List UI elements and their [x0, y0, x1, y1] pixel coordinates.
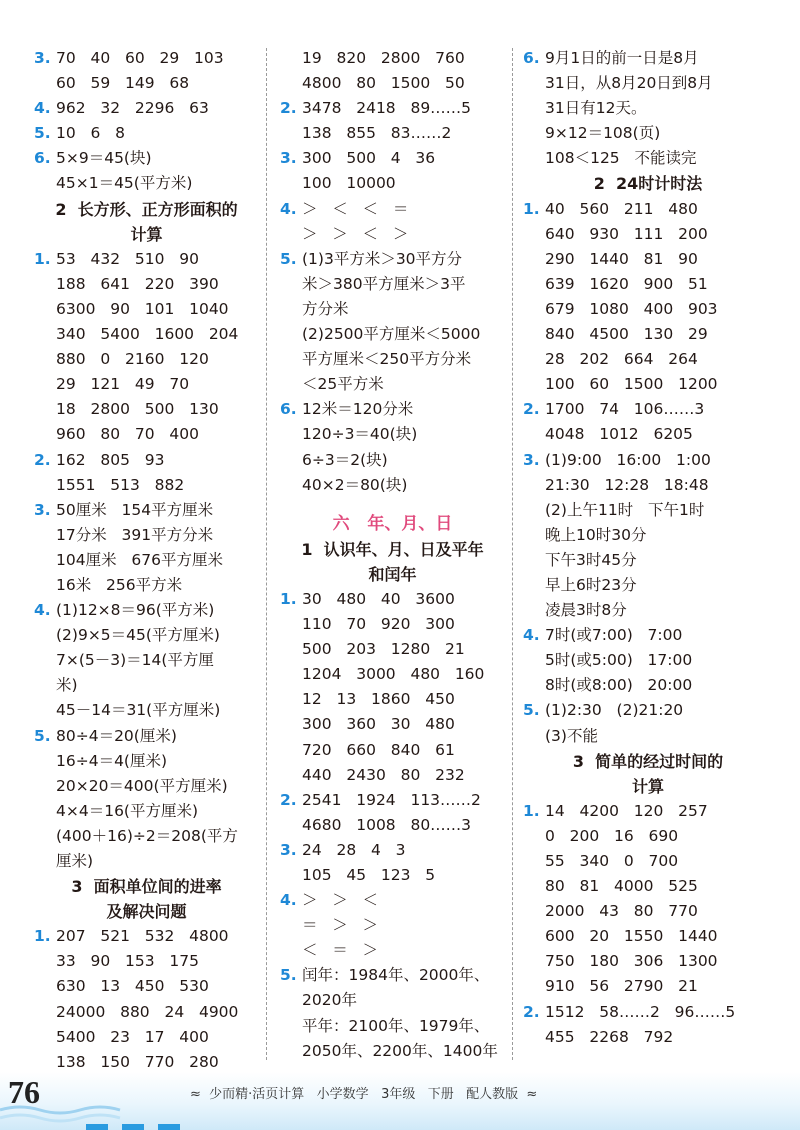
answer-line: [34, 774, 259, 799]
section-heading: [280, 537, 505, 562]
answer-text: 14 4200 120 257: [545, 801, 708, 820]
answer-text: 16÷4＝4(厘米): [56, 751, 168, 770]
answer-text: 120÷3＝40(块): [302, 425, 418, 444]
question-number: 5.: [523, 701, 540, 720]
answer-text: 5400 23 17 400: [56, 1027, 209, 1046]
question-number: 4.: [523, 626, 540, 645]
answer-text: 5时(或5:00) 17:00: [545, 651, 693, 670]
question-number: 6.: [34, 149, 51, 168]
answer-line: [523, 372, 773, 397]
answer-line: [523, 146, 773, 171]
answer-text: 2000 43 80 770: [545, 902, 698, 921]
answer-line: [34, 673, 259, 698]
answer-text: 105 45 123 5: [302, 866, 436, 884]
answer-text: 640 930 111 200: [545, 224, 708, 243]
answer-text: 19 820 2800 760: [302, 49, 465, 67]
answer-line: [523, 498, 773, 523]
answer-line: [280, 687, 505, 712]
question-number: 5.: [34, 726, 51, 745]
answer-text: 凌晨3时8分: [545, 601, 627, 620]
answer-line: [523, 46, 773, 71]
answer-line: [523, 197, 773, 222]
answer-line: [34, 648, 259, 673]
answer-text: 平年：2100年、1979年、: [302, 1016, 490, 1035]
answer-line: [523, 473, 773, 498]
answer-line: [280, 1039, 505, 1064]
wave-decoration: [0, 1102, 800, 1130]
answer-text: 晚上10时30分: [545, 525, 647, 544]
answer-line: [34, 247, 259, 272]
answer-text: 16米 256平方米: [56, 575, 183, 594]
section-heading-text: 3 简单的经过时间的: [572, 751, 724, 771]
answer-text: ＞ ＞ ＜ ＞: [302, 224, 409, 243]
answer-text: 679 1080 400 903: [545, 299, 718, 318]
question-number: 1.: [523, 199, 540, 218]
answer-text: 138 855 83……2: [302, 124, 452, 143]
answer-line: [34, 799, 259, 824]
answer-text: 28 202 664 264: [545, 350, 698, 369]
answer-line: [523, 824, 773, 849]
question-number: 4.: [280, 891, 297, 910]
answer-text: 300 500 4 36: [302, 149, 436, 168]
answer-line: [523, 724, 773, 749]
answer-text: (2)上午11时 下午1时: [545, 500, 705, 519]
answer-text: 340 5400 1600 204: [56, 325, 239, 344]
answer-line: [523, 422, 773, 447]
answer-text: 9×12＝108(页): [545, 124, 661, 143]
answer-text: 960 80 70 400: [56, 425, 199, 444]
answer-text: 3478 2418 89……5: [302, 99, 472, 118]
answer-text: 1204 3000 480 160: [302, 665, 485, 684]
answer-text: 962 32 2296 63: [56, 99, 209, 118]
answer-text: 12 13 1860 450: [302, 690, 455, 709]
answer-line: [34, 46, 259, 71]
answer-line: [280, 988, 505, 1013]
answer-text: 7时(或7:00) 7:00: [545, 626, 683, 645]
answer-line: [280, 372, 505, 397]
answer-text: 40 560 211 480: [545, 199, 698, 218]
answer-text: (1)12×8＝96(平方米): [56, 601, 215, 620]
answer-line: [34, 322, 259, 347]
answer-text: 45－14＝31(平方厘米): [56, 701, 221, 720]
answer-text: 100 60 1500 1200: [545, 375, 718, 394]
answer-text: ＞ ＜ ＜ ＝: [302, 199, 409, 218]
question-number: 2.: [523, 1002, 540, 1021]
answer-line: [34, 171, 259, 196]
answer-line: [523, 648, 773, 673]
answer-line: [34, 297, 259, 322]
answer-line: [280, 963, 505, 988]
answer-line: [34, 372, 259, 397]
answer-line: [280, 121, 505, 146]
answer-line: [34, 749, 259, 774]
answer-text: 2020年: [302, 991, 357, 1010]
section-heading: [523, 171, 773, 196]
answer-text: 40×2＝80(块): [302, 475, 408, 494]
answer-text: 24000 880 24 4900: [56, 1002, 239, 1021]
answer-text: 米): [56, 676, 78, 695]
section-heading-text: 及解决问题: [106, 902, 187, 922]
answer-line: [280, 738, 505, 763]
answer-line: [523, 899, 773, 924]
question-number: 1.: [280, 589, 297, 608]
answer-line: [523, 849, 773, 874]
section-heading: [34, 222, 259, 247]
question-number: 4.: [34, 601, 51, 620]
answer-text: 33 90 153 175: [56, 952, 199, 971]
answer-text: 10 6 8: [56, 124, 126, 143]
section-heading-text: 计算: [631, 776, 664, 796]
chapter-title-text: 六 年、月、日: [332, 513, 453, 534]
answer-line: [523, 448, 773, 473]
answer-line: [523, 874, 773, 899]
question-number: 5.: [280, 249, 297, 268]
answer-line: [523, 322, 773, 347]
answer-text: 70 40 60 29 103: [56, 49, 224, 67]
answer-text: 45×1＝45(平方米): [56, 174, 193, 193]
answer-line: [34, 71, 259, 96]
answer-text: 55 340 0 700: [545, 852, 679, 870]
answer-line: [280, 448, 505, 473]
answer-text: ＝ ＞ ＞: [302, 916, 379, 935]
section-heading-text: 和闰年: [368, 564, 417, 584]
answer-text: ＜ ＝ ＞: [302, 941, 379, 960]
question-number: 6.: [523, 49, 540, 67]
answer-line: [280, 838, 505, 863]
answer-text: 720 660 840 61: [302, 740, 455, 759]
answer-line: [34, 422, 259, 447]
answer-line: [523, 222, 773, 247]
question-number: 1.: [34, 249, 51, 268]
answer-text: 7×(5－3)＝14(平方厘: [56, 651, 214, 670]
question-number: 4.: [34, 99, 51, 118]
answer-line: [523, 96, 773, 121]
answer-text: 630 13 450 530: [56, 977, 209, 996]
answer-text: 188 641 220 390: [56, 274, 219, 293]
answer-line: [280, 171, 505, 196]
answer-line: [280, 612, 505, 637]
section-heading: [34, 874, 259, 899]
answer-line: [523, 1025, 773, 1050]
question-number: 2.: [523, 400, 540, 419]
answer-text: 500 203 1280 21: [302, 640, 465, 659]
answer-line: [523, 799, 773, 824]
answer-line: [34, 724, 259, 749]
answer-text: ＞ ＞ ＜: [302, 891, 379, 910]
answer-text: 53 432 510 90: [56, 249, 199, 268]
answer-line: [34, 448, 259, 473]
answer-text: 8时(或8:00) 20:00: [545, 676, 693, 695]
section-heading-text: 2 24时计时法: [593, 174, 703, 194]
chapter-title: [280, 512, 505, 537]
answer-text: 21:30 12:28 18:48: [545, 475, 709, 494]
answer-text: 880 0 2160 120: [56, 350, 209, 369]
answer-line: [523, 949, 773, 974]
answer-text: 方分米: [302, 299, 349, 318]
answer-text: 80 81 4000 525: [545, 877, 698, 896]
answer-text: 17分米 391平方分米: [56, 525, 214, 544]
answer-text: 闰年：1984年、2000年、: [302, 966, 490, 985]
answer-line: [280, 863, 505, 888]
answer-line: [34, 498, 259, 523]
answer-text: 50厘米 154平方厘米: [56, 500, 214, 519]
answer-line: [280, 788, 505, 813]
answer-line: [34, 573, 259, 598]
answer-line: [34, 598, 259, 623]
answer-line: [280, 813, 505, 838]
answer-line: [523, 974, 773, 999]
answer-line: [280, 473, 505, 498]
answer-line: [34, 121, 259, 146]
answer-text: 1700 74 106……3: [545, 400, 705, 419]
answer-line: [280, 247, 505, 272]
section-heading-text: 1 认识年、月、日及平年: [301, 539, 484, 559]
question-number: 3.: [280, 149, 297, 168]
answer-line: [523, 121, 773, 146]
page-number: 76: [8, 1074, 40, 1110]
question-number: 3.: [34, 49, 51, 67]
answer-line: [34, 924, 259, 949]
answer-line: [34, 146, 259, 171]
answer-text: 60 59 149 68: [56, 74, 190, 93]
answer-line: [34, 1000, 259, 1025]
answer-text: (3)不能: [545, 726, 598, 745]
answer-line: [280, 146, 505, 171]
section-heading: [523, 774, 773, 799]
answer-line: [523, 297, 773, 322]
answer-line: [280, 662, 505, 687]
question-number: 2.: [34, 450, 51, 469]
answer-line: [523, 347, 773, 372]
answer-text: 下午3时45分: [545, 550, 637, 569]
answer-line: [34, 974, 259, 999]
answer-text: 5×9＝45(块): [56, 149, 152, 168]
answer-text: 840 4500 130 29: [545, 325, 708, 344]
answer-line: [34, 824, 259, 849]
section-heading: [280, 562, 505, 587]
question-number: 5.: [280, 966, 297, 985]
answer-line: [523, 397, 773, 422]
answer-line: [34, 949, 259, 974]
answer-text: 9月1日的前一日是8月: [545, 49, 699, 67]
answer-line: [34, 272, 259, 297]
answer-line: [523, 548, 773, 573]
answer-text: 910 56 2790 21: [545, 977, 698, 996]
answer-column-3: [523, 46, 773, 1050]
answer-text: 639 1620 900 51: [545, 274, 708, 293]
answer-line: [34, 473, 259, 498]
answer-text: 6300 90 101 1040: [56, 299, 229, 318]
answer-line: [523, 272, 773, 297]
answer-text: 米＞380平方厘米＞3平: [302, 274, 466, 293]
answer-line: [34, 347, 259, 372]
answer-line: [280, 222, 505, 247]
answer-line: [34, 1025, 259, 1050]
answer-line: [280, 71, 505, 96]
question-number: 5.: [34, 124, 51, 143]
answer-text: (2)2500平方厘米＜5000: [302, 325, 481, 344]
answer-line: [280, 197, 505, 222]
answer-line: [280, 712, 505, 737]
answer-line: [280, 297, 505, 322]
answer-line: [34, 548, 259, 573]
answer-line: [523, 598, 773, 623]
answer-text: 4680 1008 80……3: [302, 815, 472, 834]
section-heading-text: 3 面积单位间的进率: [71, 877, 222, 897]
answer-text: 750 180 306 1300: [545, 952, 718, 971]
answer-line: [523, 523, 773, 548]
answer-line: [34, 849, 259, 874]
answer-line: [523, 673, 773, 698]
answer-line: [523, 247, 773, 272]
answer-line: [280, 96, 505, 121]
answer-line: [523, 71, 773, 96]
section-heading: [34, 899, 259, 924]
answer-text: 31日，从8月20日到8月: [545, 74, 713, 93]
question-number: 3.: [280, 840, 297, 859]
answer-line: [280, 397, 505, 422]
answer-line: [34, 523, 259, 548]
answer-text: 12米＝120分米: [302, 400, 414, 419]
answer-text: 455 2268 792: [545, 1027, 674, 1046]
answer-line: [523, 698, 773, 723]
answer-text: 2541 1924 113……2: [302, 790, 481, 809]
answer-line: [280, 46, 505, 71]
question-number: 2.: [280, 99, 297, 118]
section-heading-text: 计算: [130, 224, 163, 244]
answer-text: 20×20＝400(平方厘米): [56, 776, 228, 795]
answer-text: 162 805 93: [56, 450, 165, 469]
answer-text: 207 521 532 4800: [56, 927, 229, 946]
answer-text: (1)3平方米＞30平方分: [302, 249, 463, 268]
answer-line: [280, 272, 505, 297]
answer-text: 6÷3＝2(块): [302, 450, 388, 469]
answer-text: 80÷4＝20(厘米): [56, 726, 177, 745]
answer-text: 平方厘米＜250平方分米: [302, 350, 472, 369]
answer-text: 早上6时23分: [545, 575, 637, 594]
section-heading: [34, 197, 259, 222]
answer-text: 138 150 770 280: [56, 1052, 219, 1071]
answer-text: 600 20 1550 1440: [545, 927, 718, 946]
footer-text: ≈ 少而精·活页计算 小学数学 3年级 下册 配人教版 ≈: [190, 1087, 538, 1102]
question-number: 4.: [280, 199, 297, 218]
answer-line: [280, 347, 505, 372]
answer-text: 1512 58……2 96……5: [545, 1002, 736, 1021]
answer-line: [523, 924, 773, 949]
answer-line: [34, 698, 259, 723]
answer-text: 厘米): [56, 852, 94, 870]
answer-line: [280, 637, 505, 662]
answer-line: [280, 587, 505, 612]
question-number: 6.: [280, 400, 297, 419]
answer-column-2: [280, 46, 505, 1064]
question-number: 1.: [34, 927, 51, 946]
answer-text: 100 10000: [302, 174, 396, 193]
answer-line: [280, 1014, 505, 1039]
answer-line: [34, 623, 259, 648]
answer-text: 108＜125 不能读完: [545, 149, 697, 168]
answer-text: 290 1440 81 90: [545, 249, 698, 268]
answer-line: [280, 422, 505, 447]
answer-text: 30 480 40 3600: [302, 589, 455, 608]
question-number: 3.: [34, 500, 51, 519]
answer-text: ＜25平方米: [302, 375, 384, 394]
answer-text: 440 2430 80 232: [302, 765, 465, 784]
answer-text: 18 2800 500 130: [56, 400, 219, 419]
answer-line: [523, 573, 773, 598]
answer-text: 31日有12天。: [545, 99, 647, 118]
answer-line: [280, 938, 505, 963]
section-heading-text: 2 长方形、正方形面积的: [55, 199, 238, 219]
answer-text: 2050年、2200年、1400年: [302, 1041, 498, 1060]
answer-text: 0 200 16 690: [545, 826, 679, 845]
answer-text: 4×4＝16(平方厘米): [56, 801, 199, 820]
answer-line: [280, 322, 505, 347]
answer-text: 29 121 49 70: [56, 375, 190, 394]
answer-text: 4800 80 1500 50: [302, 74, 465, 93]
question-number: 3.: [523, 450, 540, 469]
answer-line: [280, 888, 505, 913]
answer-text: 24 28 4 3: [302, 840, 406, 859]
answer-line: [523, 1000, 773, 1025]
answer-line: [280, 763, 505, 788]
answer-line: [280, 913, 505, 938]
column-divider: [266, 48, 267, 1060]
answer-text: (1)9:00 16:00 1:00: [545, 450, 711, 469]
answer-text: 300 360 30 480: [302, 715, 455, 734]
answer-text: (2)9×5＝45(平方厘米): [56, 626, 220, 645]
column-divider: [512, 48, 513, 1060]
answer-line: [523, 623, 773, 648]
answer-text: 104厘米 676平方厘米: [56, 550, 223, 569]
section-heading: [523, 749, 773, 774]
answer-text: 4048 1012 6205: [545, 425, 693, 444]
answer-text: 110 70 920 300: [302, 615, 455, 634]
answer-text: 1551 513 882: [56, 475, 185, 494]
answer-column-1: [34, 46, 259, 1075]
answer-text: (1)2:30 (2)21:20: [545, 701, 684, 720]
answer-line: [34, 397, 259, 422]
answer-line: [34, 96, 259, 121]
answer-text: (400＋16)÷2＝208(平方: [56, 826, 238, 845]
question-number: 2.: [280, 790, 297, 809]
question-number: 1.: [523, 801, 540, 820]
